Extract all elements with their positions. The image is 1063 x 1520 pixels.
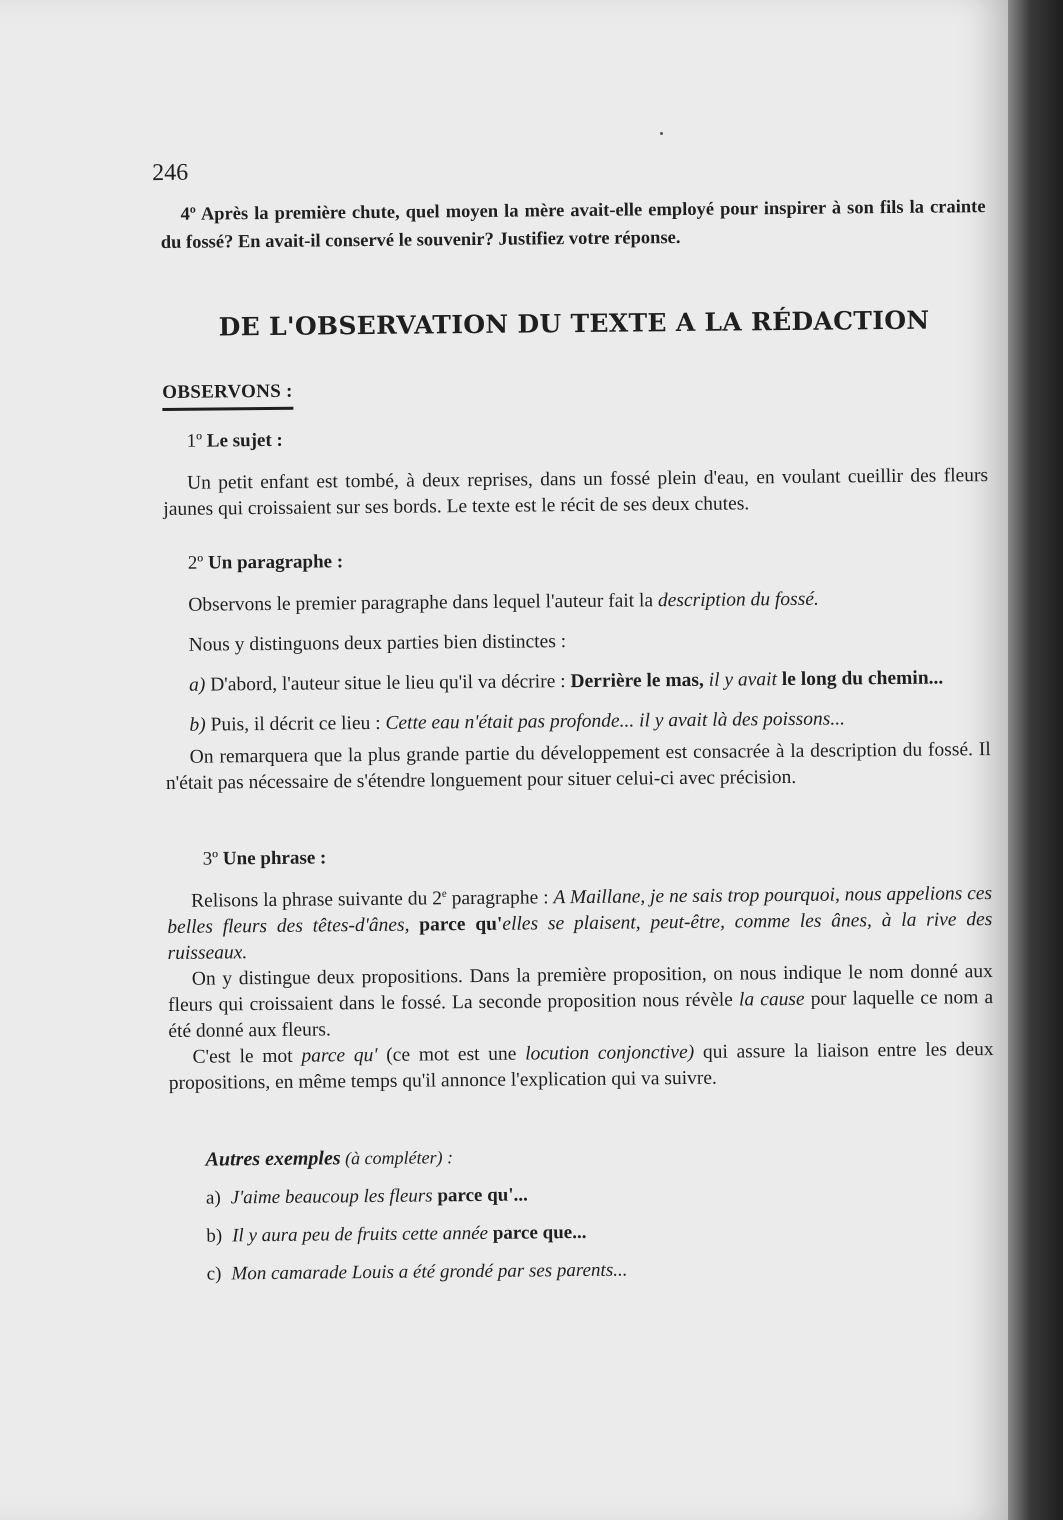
section-number: 2º xyxy=(187,552,204,574)
italic-run: description du fossé. xyxy=(657,588,819,612)
italic-run: elles se plaisent, peut-être, comme les ânes, à la rive des ruisseaux. xyxy=(167,909,993,964)
exercise-title: Autres exemples xyxy=(205,1147,341,1171)
text-run: Puis, il décrit ce lieu : xyxy=(205,712,386,736)
sujet-text: Un petit enfant est tombé, à deux reprises, dans un fossé plein d'eau, en voulant cueillir des fleurs jaunes qui croissaient sur ses bords. Le texte est le récit de ses deux chutes. xyxy=(163,465,989,520)
paragraphe-part-a xyxy=(165,665,990,699)
item-label: b) xyxy=(189,714,206,736)
section-title: Un paragraphe : xyxy=(207,551,344,574)
item-label: a) xyxy=(205,1187,221,1209)
ink-speck xyxy=(660,132,663,135)
item-label: b) xyxy=(206,1225,223,1247)
text-run: (ce mot est une xyxy=(377,1043,526,1066)
exercise-hint: (à compléter) : xyxy=(340,1147,454,1169)
phrase-quote xyxy=(167,881,993,967)
section-number: 3º xyxy=(202,848,219,870)
section-number: 1º xyxy=(186,430,203,452)
autres-exemples-heading xyxy=(205,1141,994,1172)
text-run: D'abord, l'auteur situe le lieu qu'il va décrire : xyxy=(205,671,571,696)
bold-run: le long du chemin... xyxy=(781,667,944,691)
italic-run: parce qu' xyxy=(301,1044,378,1067)
observons-heading-wrap xyxy=(162,374,987,411)
item-label: c) xyxy=(206,1263,222,1285)
bold-run: Derrière le mas, xyxy=(570,669,704,693)
page-content xyxy=(152,152,996,1300)
question-4: 4º Après la première chute, quel moyen la mère avait-elle employé pour inspirer à son fils la crainte du fossé? En avait-il conservé le souvenir? Justifiez votre réponse. xyxy=(160,197,986,253)
italic-run: J'aime beaucoup les fleurs xyxy=(230,1185,433,1209)
text-run: Relisons la phrase suivante du 2 xyxy=(191,888,443,912)
italic-run: il y avait xyxy=(703,669,782,691)
section-paragraphe-heading xyxy=(188,545,989,575)
superscript: e xyxy=(441,887,447,900)
bold-run: parce que... xyxy=(487,1221,587,1244)
phrase-distinction xyxy=(168,959,994,1045)
section-title: Une phrase : xyxy=(222,847,327,870)
item-label: a) xyxy=(188,674,206,696)
italic-run: la cause xyxy=(738,988,805,1011)
italic-run: Cette eau n'était pas profonde... il y avait là des poissons... xyxy=(385,708,846,734)
example-item xyxy=(206,1178,995,1212)
italic-run: Mon camarade Louis a été grondé par ses parents... xyxy=(231,1259,628,1285)
text-run: paragraphe : xyxy=(446,887,554,910)
italic-run: locution conjonctive) xyxy=(525,1041,695,1065)
italic-run: A Maillane, je ne sais trop pourquoi, nous appelions ces belles fleurs des têtes-d'ânes, xyxy=(167,883,993,938)
italic-run: Il y aura peu de fruits cette année xyxy=(232,1222,489,1247)
main-title: DE L'OBSERVATION DU TEXTE A LA RÉDACTION xyxy=(218,305,930,342)
paragraphe-part-b xyxy=(165,705,990,739)
page-number: 246 xyxy=(152,159,189,187)
example-item xyxy=(206,1216,995,1250)
text-run: pour laquelle ce nom a été donné aux fleurs. xyxy=(168,987,994,1042)
text-run: C'est le mot xyxy=(192,1045,302,1068)
section-sujet-heading xyxy=(187,423,988,453)
text-run: On y distingue deux propositions. Dans la première proposition, on nous indique le nom donné aux fleurs qui croissaient dans le fossé. La seconde proposition nous révèle xyxy=(168,961,993,1016)
text-run: qui assure la liaison entre les deux propositions, en même temps qu'il annonce l'explication qui va suivre. xyxy=(168,1039,994,1094)
book-gutter-shadow xyxy=(1008,0,1063,1520)
text-run: Observons le premier paragraphe dans lequel l'auteur fait la xyxy=(188,590,659,616)
observons-heading: OBSERVONS : xyxy=(162,381,293,411)
paragraphe-distinction: Nous y distinguons deux parties bien distinctes : xyxy=(188,631,567,656)
section-title: Le sujet : xyxy=(206,429,283,452)
example-item xyxy=(207,1254,996,1288)
bold-run: parce qu'... xyxy=(432,1184,528,1207)
bold-run: parce qu' xyxy=(409,913,503,936)
section-phrase-heading xyxy=(203,841,992,871)
phrase-conjunction xyxy=(168,1037,993,1097)
paragraphe-observation xyxy=(164,585,989,619)
paragraphe-remark: On remarquera que la plus grande partie du développement est consacrée à la description du fossé. Il n'était pas nécessaire de s'étendre longuement pour situer celui-ci avec précision. xyxy=(165,739,991,794)
